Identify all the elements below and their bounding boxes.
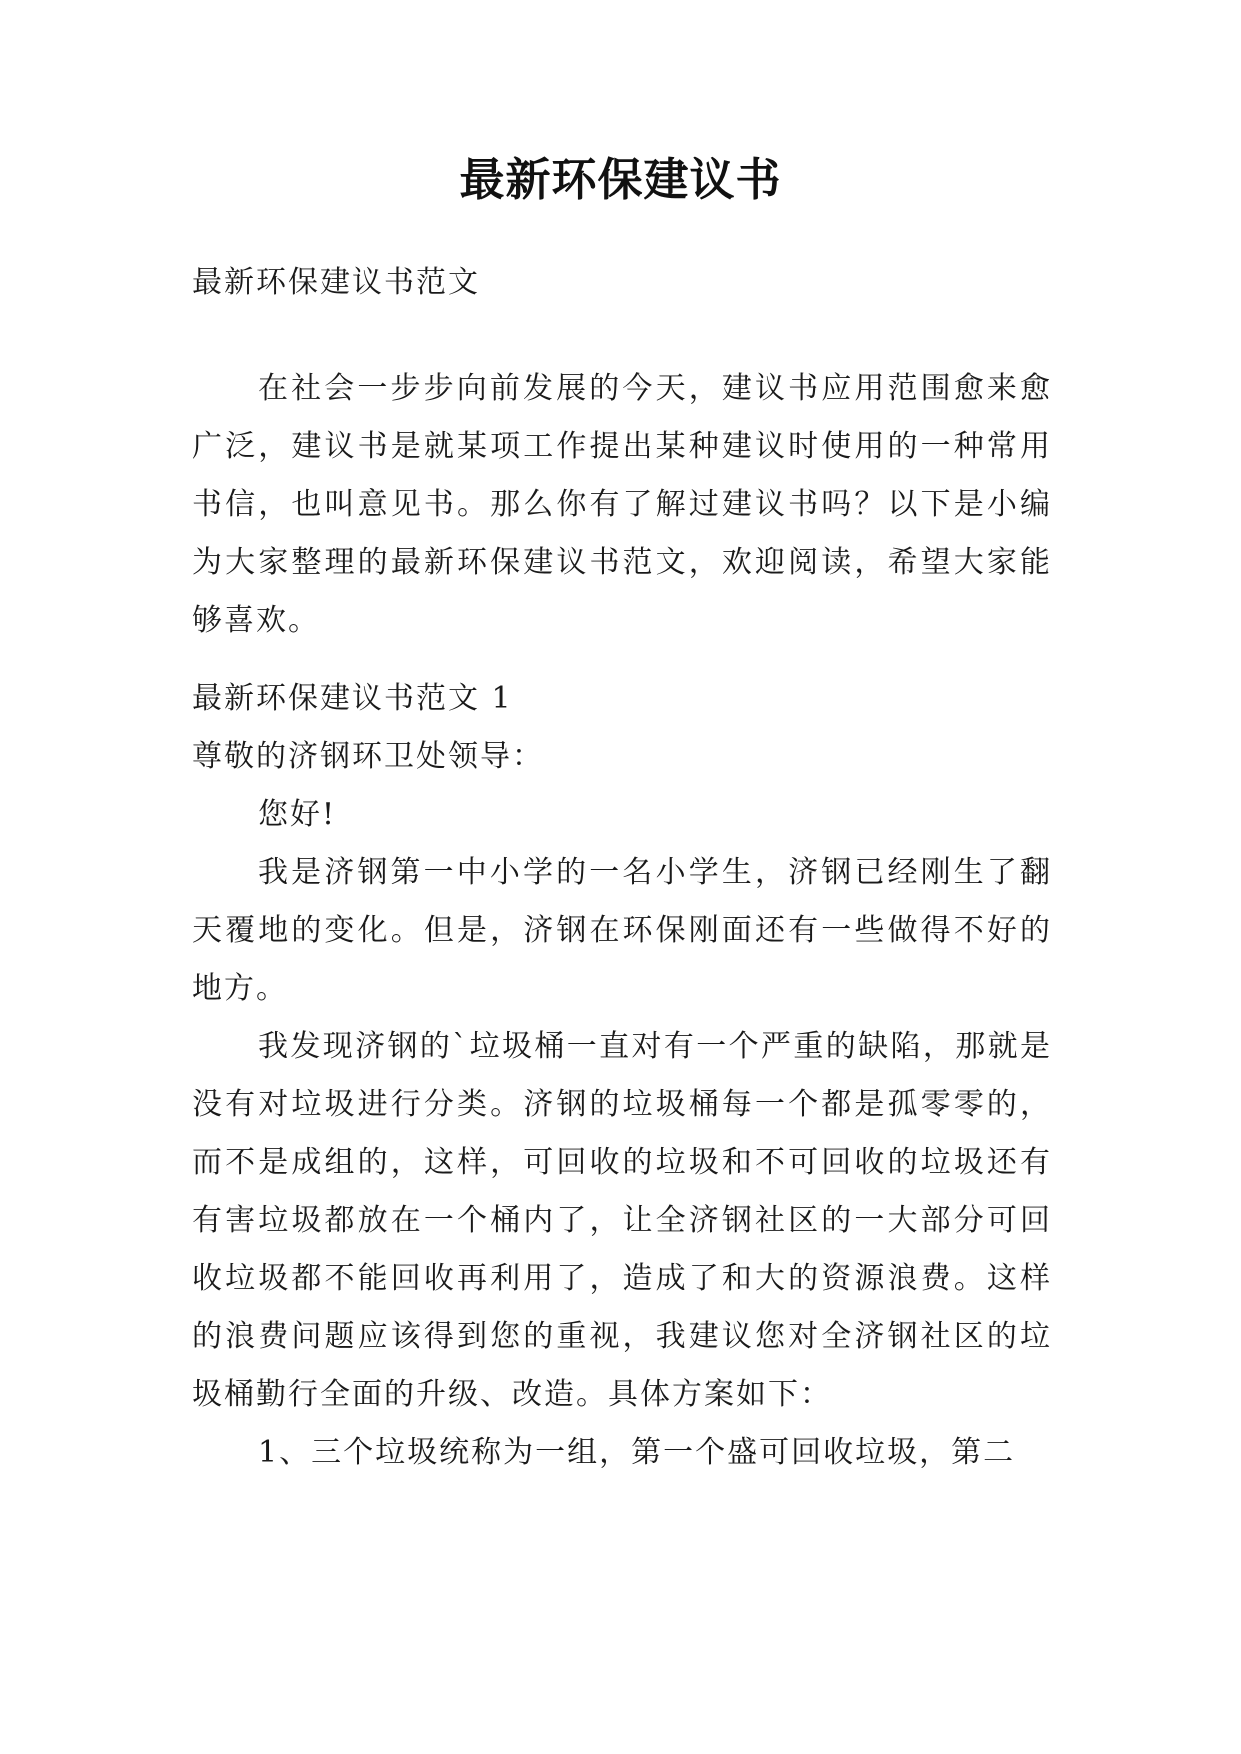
body-paragraph-1: 我是济钢第一中小学的一名小学生，济钢已经刚生了翻天覆地的变化。但是，济钢在环保刚面还有一些做得不好的地方。 [192, 855, 1052, 1006]
letter-body [192, 670, 1052, 1482]
section-heading: 最新环保建议书范文 1 [192, 681, 513, 716]
intro-block [192, 360, 1052, 650]
salutation: 尊敬的济钢环卫处领导： [192, 739, 544, 774]
body-paragraph-3: 1、三个垃圾统称为一组，第一个盛可回收垃圾，第二 [258, 1435, 1016, 1470]
document-title: 最新环保建议书 [459, 153, 782, 206]
greeting: 您好! [258, 797, 337, 832]
intro-paragraph: 在社会一步步向前发展的今天，建议书应用范围愈来愈广泛，建议书是就某项工作提出某种建议时使用的一种常用书信，也叫意见书。那么你有了解过建议书吗？以下是小编为大家整理的最新环保建议书范文，欢迎阅读，希望大家能够喜欢。 [192, 371, 1052, 638]
document-subtitle-block [192, 254, 1052, 312]
body-paragraph-2: 我发现济钢的`垃圾桶一直对有一个严重的缺陷，那就是没有对垃圾进行分类。济钢的垃圾桶每一个都是孤零零的，而不是成组的，这样，可回收的垃圾和不可回收的垃圾还有有害垃圾都放在一个桶内了，让全济钢社区的一大部分可回收垃圾都不能回收再利用了，造成了和大的资源浪费。这样的浪费问题应该得到您的重视，我建议您对全济钢社区的垃圾桶勤行全面的升级、改造。具体方案如下： [192, 1029, 1052, 1412]
document-subtitle: 最新环保建议书范文 [192, 265, 480, 300]
